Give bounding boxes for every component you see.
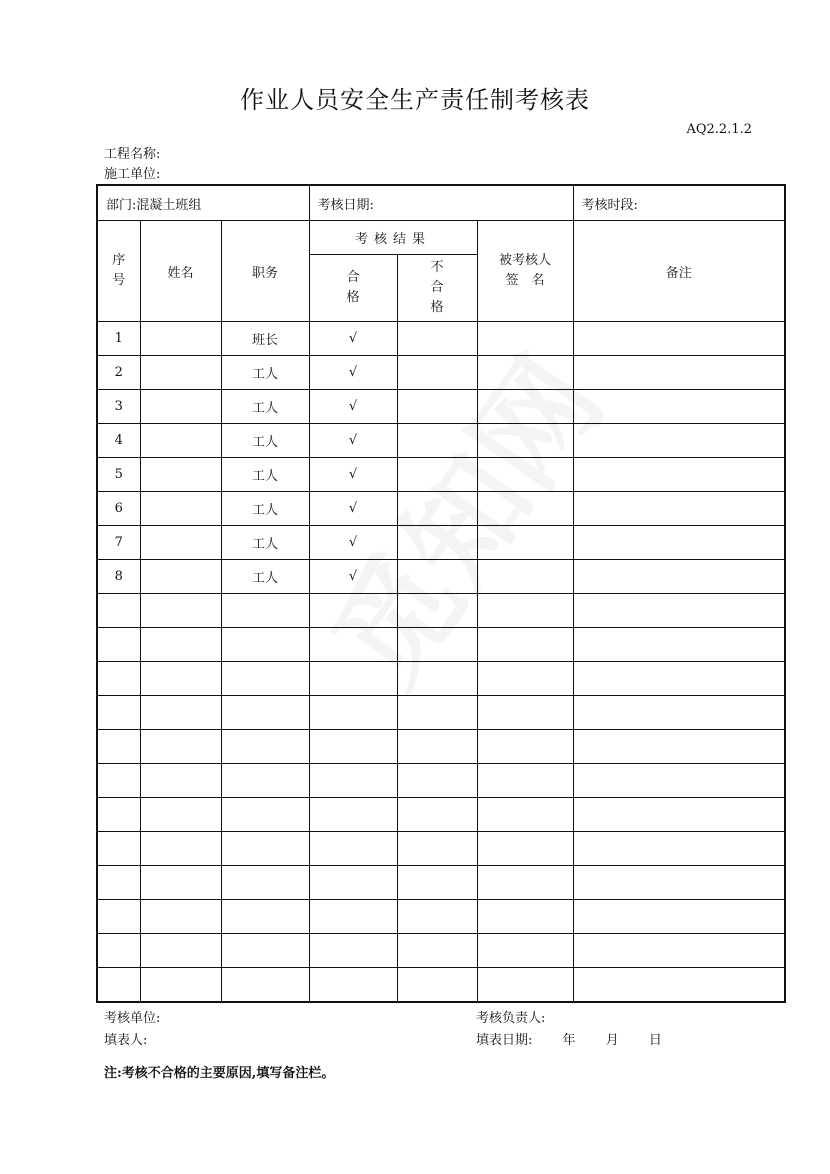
cell-remarks <box>573 662 785 696</box>
page-title: 作业人员安全生产责任制考核表 <box>240 86 590 114</box>
cell-remarks <box>573 628 785 662</box>
cell-pass: √ <box>309 458 397 492</box>
cell-signature <box>477 424 573 458</box>
cell-fail <box>397 322 477 356</box>
cell-pass: √ <box>309 526 397 560</box>
cell-signature <box>477 798 573 832</box>
table-row <box>97 322 785 356</box>
position-header: 职务 <box>221 221 309 322</box>
cell-name <box>140 628 221 662</box>
form-code: AQ2.2.1.2 <box>686 122 752 137</box>
cell-no <box>97 764 140 798</box>
cell-position: 工人 <box>221 560 309 594</box>
cell-pass: √ <box>309 356 397 390</box>
empty-table-row <box>97 934 785 968</box>
cell-remarks <box>573 798 785 832</box>
cell-pass <box>309 594 397 628</box>
cell-remarks <box>573 832 785 866</box>
empty-table-row <box>97 628 785 662</box>
cell-name <box>140 730 221 764</box>
empty-table-row <box>97 594 785 628</box>
cell-pass <box>309 798 397 832</box>
name-header: 姓名 <box>140 221 221 322</box>
empty-table-row <box>97 968 785 1003</box>
empty-table-row <box>97 866 785 900</box>
cell-position: 工人 <box>221 424 309 458</box>
cell-fail <box>397 866 477 900</box>
remarks-header: 备注 <box>573 221 785 322</box>
cell-signature <box>477 356 573 390</box>
cell-signature <box>477 560 573 594</box>
cell-position <box>221 628 309 662</box>
cell-no: 6 <box>97 492 140 526</box>
empty-table-row <box>97 764 785 798</box>
cell-position: 班长 <box>221 322 309 356</box>
cell-signature <box>477 934 573 968</box>
table-row <box>97 424 785 458</box>
cell-no <box>97 662 140 696</box>
cell-no <box>97 866 140 900</box>
cell-no <box>97 798 140 832</box>
cell-remarks <box>573 356 785 390</box>
cell-position <box>221 730 309 764</box>
cell-position: 工人 <box>221 390 309 424</box>
cell-position <box>221 696 309 730</box>
cell-fail <box>397 458 477 492</box>
cell-remarks <box>573 866 785 900</box>
cell-position <box>221 934 309 968</box>
cell-name <box>140 832 221 866</box>
empty-table-row <box>97 730 785 764</box>
cell-signature <box>477 458 573 492</box>
cell-fail <box>397 696 477 730</box>
cell-pass <box>309 934 397 968</box>
cell-remarks <box>573 900 785 934</box>
cell-pass: √ <box>309 492 397 526</box>
cell-name <box>140 968 221 1003</box>
cell-no: 3 <box>97 390 140 424</box>
cell-no: 8 <box>97 560 140 594</box>
cell-pass: √ <box>309 424 397 458</box>
cell-signature <box>477 764 573 798</box>
cell-fail <box>397 764 477 798</box>
table-row <box>97 356 785 390</box>
cell-name <box>140 458 221 492</box>
cell-pass: √ <box>309 390 397 424</box>
cell-remarks <box>573 934 785 968</box>
cell-signature <box>477 628 573 662</box>
cell-remarks <box>573 458 785 492</box>
cell-pass <box>309 968 397 1003</box>
assessment-table <box>96 184 786 1003</box>
cell-pass <box>309 730 397 764</box>
assessment-unit-label: 考核单位: <box>104 1011 161 1026</box>
table-row <box>97 492 785 526</box>
cell-fail <box>397 934 477 968</box>
cell-fail <box>397 968 477 1003</box>
cell-signature <box>477 866 573 900</box>
cell-remarks <box>573 696 785 730</box>
cell-no <box>97 594 140 628</box>
cell-position <box>221 764 309 798</box>
cell-position: 工人 <box>221 526 309 560</box>
cell-name <box>140 424 221 458</box>
cell-fail <box>397 594 477 628</box>
cell-pass <box>309 866 397 900</box>
cell-fail <box>397 798 477 832</box>
cell-name <box>140 492 221 526</box>
cell-pass <box>309 764 397 798</box>
cell-signature <box>477 696 573 730</box>
cell-remarks <box>573 492 785 526</box>
cell-position <box>221 662 309 696</box>
cell-name <box>140 900 221 934</box>
table-row <box>97 458 785 492</box>
cell-fail <box>397 730 477 764</box>
cell-no: 7 <box>97 526 140 560</box>
cell-name <box>140 322 221 356</box>
cell-name <box>140 934 221 968</box>
assessment-lead-label: 考核负责人: <box>476 1011 546 1026</box>
cell-name <box>140 356 221 390</box>
cell-fail <box>397 900 477 934</box>
cell-fail <box>397 560 477 594</box>
fill-date-label: 填表日期: 年 月 日 <box>476 1033 662 1048</box>
cell-position: 工人 <box>221 458 309 492</box>
filled-by-label: 填表人: <box>104 1033 148 1048</box>
cell-signature <box>477 900 573 934</box>
cell-position <box>221 798 309 832</box>
year-unit: 年 <box>562 1033 576 1048</box>
cell-fail <box>397 628 477 662</box>
pass-header: 合 格 <box>309 255 397 322</box>
empty-table-row <box>97 832 785 866</box>
construction-unit-label: 施工单位: <box>104 167 161 182</box>
cell-pass: √ <box>309 560 397 594</box>
cell-remarks <box>573 730 785 764</box>
cell-no <box>97 968 140 1003</box>
cell-signature <box>477 390 573 424</box>
cell-fail <box>397 526 477 560</box>
cell-remarks <box>573 526 785 560</box>
project-name-label: 工程名称: <box>104 147 161 162</box>
cell-signature <box>477 492 573 526</box>
month-unit: 月 <box>605 1033 619 1048</box>
empty-table-row <box>97 696 785 730</box>
cell-position <box>221 594 309 628</box>
cell-position <box>221 832 309 866</box>
cell-signature <box>477 968 573 1003</box>
empty-table-row <box>97 662 785 696</box>
empty-table-row <box>97 900 785 934</box>
cell-no <box>97 628 140 662</box>
cell-fail <box>397 832 477 866</box>
cell-remarks <box>573 968 785 1003</box>
cell-pass <box>309 628 397 662</box>
cell-no <box>97 730 140 764</box>
cell-name <box>140 866 221 900</box>
cell-pass <box>309 662 397 696</box>
cell-fail <box>397 424 477 458</box>
empty-table-row <box>97 798 785 832</box>
cell-pass <box>309 900 397 934</box>
table-row <box>97 390 785 424</box>
cell-signature <box>477 730 573 764</box>
cell-position <box>221 900 309 934</box>
fail-header: 不 合 格 <box>397 255 477 322</box>
cell-remarks <box>573 424 785 458</box>
cell-position: 工人 <box>221 356 309 390</box>
cell-no <box>97 900 140 934</box>
day-unit: 日 <box>648 1033 662 1048</box>
cell-signature <box>477 526 573 560</box>
cell-no: 1 <box>97 322 140 356</box>
cell-name <box>140 662 221 696</box>
cell-name <box>140 560 221 594</box>
assessment-date-cell: 考核日期: <box>309 185 573 221</box>
cell-position <box>221 866 309 900</box>
cell-fail <box>397 662 477 696</box>
cell-position <box>221 968 309 1003</box>
assessment-period-cell: 考核时段: <box>573 185 785 221</box>
cell-no <box>97 696 140 730</box>
cell-name <box>140 696 221 730</box>
cell-remarks <box>573 560 785 594</box>
cell-name <box>140 526 221 560</box>
cell-pass <box>309 832 397 866</box>
cell-no <box>97 934 140 968</box>
department-cell: 部门:混凝土班组 <box>97 185 309 221</box>
result-group-header: 考核结果 <box>309 221 477 255</box>
cell-signature <box>477 322 573 356</box>
cell-name <box>140 764 221 798</box>
cell-signature <box>477 662 573 696</box>
cell-no: 2 <box>97 356 140 390</box>
cell-pass: √ <box>309 322 397 356</box>
cell-name <box>140 798 221 832</box>
seq-header: 序 号 <box>97 221 140 322</box>
footnote: 注:考核不合格的主要原因,填写备注栏。 <box>104 1066 335 1081</box>
cell-signature <box>477 832 573 866</box>
cell-fail <box>397 356 477 390</box>
cell-name <box>140 594 221 628</box>
cell-no: 5 <box>97 458 140 492</box>
cell-remarks <box>573 594 785 628</box>
table-row <box>97 560 785 594</box>
cell-pass <box>309 696 397 730</box>
cell-no <box>97 832 140 866</box>
cell-fail <box>397 492 477 526</box>
cell-name <box>140 390 221 424</box>
cell-remarks <box>573 764 785 798</box>
cell-signature <box>477 594 573 628</box>
cell-fail <box>397 390 477 424</box>
cell-position: 工人 <box>221 492 309 526</box>
cell-remarks <box>573 390 785 424</box>
cell-no: 4 <box>97 424 140 458</box>
cell-remarks <box>573 322 785 356</box>
signature-header: 被考核人 签 名 <box>477 221 573 322</box>
table-row <box>97 526 785 560</box>
